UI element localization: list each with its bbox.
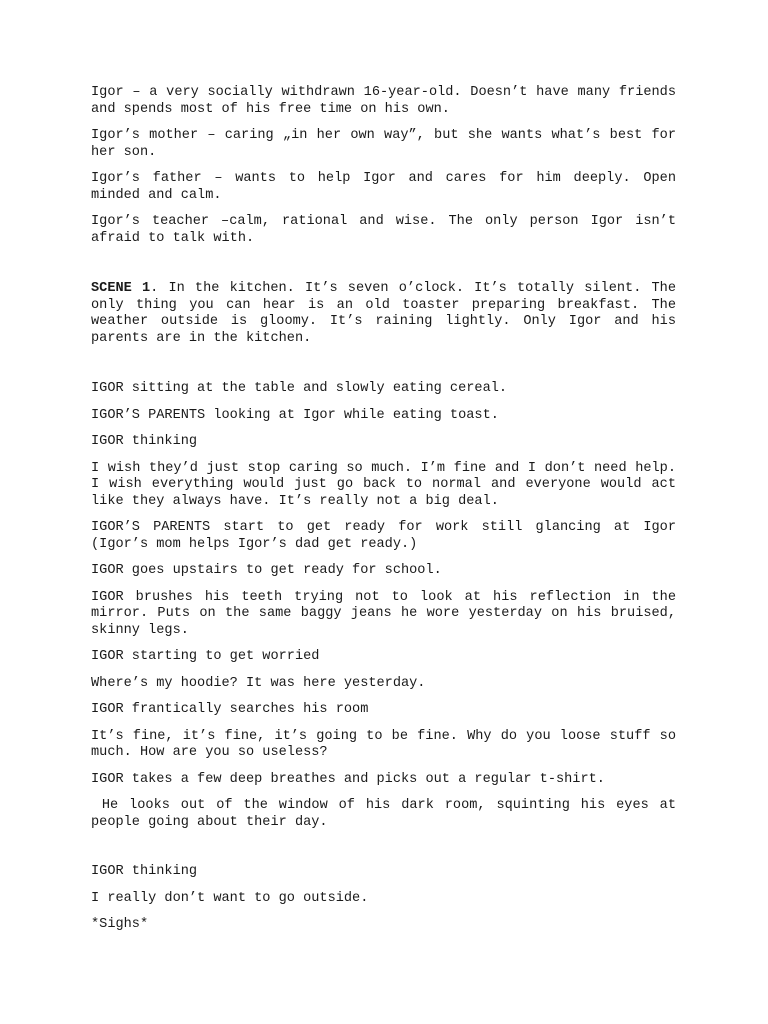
script-line: *Sighs* [91, 917, 149, 932]
script-line: IGOR starting to get worried [91, 649, 320, 664]
script-line: IGOR’S PARENTS start to get ready for work still glancing at Igor (Igor’s mom helps Igor’s dad get ready.) [91, 520, 676, 552]
script-line: IGOR’S PARENTS looking at Igor while eating toast. [91, 407, 499, 423]
script-line: IGOR frantically searches his room [91, 702, 369, 717]
script-page [91, 85, 676, 944]
script-body [91, 381, 676, 831]
script-line: IGOR goes upstairs to get ready for school. [91, 563, 442, 578]
character-igor: Igor – a very socially withdrawn 16-year-old. Doesn’t have many friends and spends most of his free time on his own. [91, 85, 676, 117]
script-line: I wish they’d just stop caring so much. I’m fine and I don’t need help. I wish everything would just go back to normal and everyone would act like they always have. It’s really not a big deal. [91, 460, 676, 509]
script-body-continued [91, 864, 676, 934]
character-father: Igor’s father – wants to help Igor and cares for him deeply. Open minded and calm. [91, 171, 676, 203]
scene-description: . In the kitchen. It’s seven o’clock. It’s totally silent. The only thing you can hear is an old toaster preparing breakfast. The weather outside is gloomy. It’s raining lightly. Only Igor and his parents are in the kitchen. [91, 281, 676, 346]
scene-heading [91, 281, 676, 347]
script-line: IGOR brushes his teeth trying not to look at his reflection in the mirror. Puts on the same baggy jeans he wore yesterday on his bruised, skinny legs. [91, 589, 676, 638]
character-teacher: Igor’s teacher –calm, rational and wise. The only person Igor isn’t afraid to talk with. [91, 214, 676, 246]
character-mother: Igor’s mother – caring „in her own way”, but she wants what’s best for her son. [91, 128, 676, 160]
script-line: It’s fine, it’s fine, it’s going to be fine. Why do you loose stuff so much. How are you so useless? [91, 728, 676, 760]
character-list [91, 85, 676, 247]
script-line: IGOR takes a few deep breathes and picks out a regular t-shirt. [91, 771, 605, 787]
script-line: I really don’t want to go outside. [91, 890, 369, 906]
script-line: He looks out of the window of his dark room, squinting his eyes at people going about their day. [91, 798, 676, 830]
scene-label: SCENE 1 [91, 281, 151, 296]
script-line: IGOR thinking [91, 434, 198, 449]
script-line: IGOR sitting at the table and slowly eating cereal. [91, 381, 508, 396]
script-line: Where’s my hoodie? It was here yesterday. [91, 675, 426, 691]
script-line: IGOR thinking [91, 864, 198, 879]
